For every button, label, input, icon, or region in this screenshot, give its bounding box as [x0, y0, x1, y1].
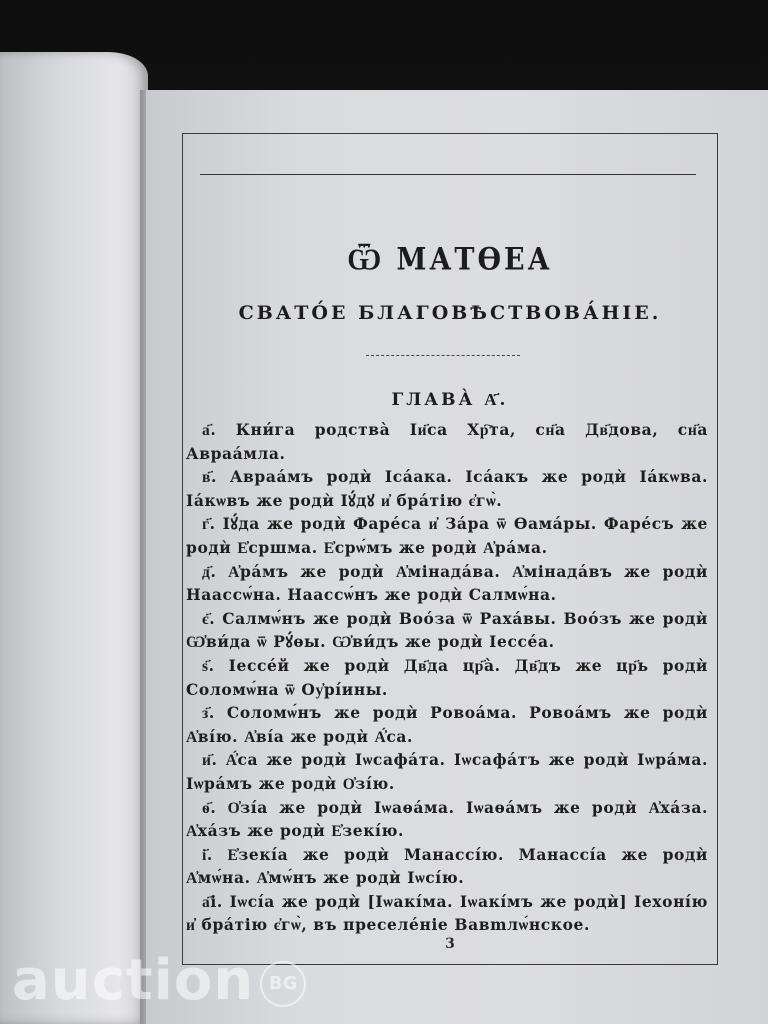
watermark-word: auction [12, 948, 255, 1013]
verse-2: в҃. Авраа́мъ родѝ Іса́ака. Іса́акъ же родѝ Іа́кѡва. Іа́кѡвъ же родѝ Іꙋ́дꙋ и҆ бра́тію є҆гѡ̀. [186, 467, 708, 510]
left-page-blank [0, 52, 148, 1024]
verse-11: а҃і. Іѡсі́а же родѝ [Іѡакі́ма. Іѡакі́мъ же родѝ] Іехоні́ю и҆ бра́тію є҆гѡ̀, въ преселе́ніе Вавmлѡ́нское. [186, 891, 708, 935]
verse-8: и҃. А҆́са же родѝ Іѡсафа́та. Іѡсафа́тъ же родѝ Іѡра́ма. Іѡра́мъ же родѝ О҆зі́ю. [186, 750, 708, 793]
page-title: Ѿ МАТѲЕА [347, 241, 553, 278]
auction-watermark [12, 948, 372, 1018]
ornament-rule [366, 355, 520, 356]
header-rule [200, 174, 696, 175]
verse-9: ѳ҃. О҆зі́а же родѝ Іѡаѳа́ма. Іѡаѳа́мъ же родѝ А҆ха́за. А҆ха́зъ же родѝ Е҆зекі́ю. [186, 797, 708, 841]
page-number: 3 [445, 936, 455, 952]
watermark-badge: BG [260, 961, 306, 1007]
chapter-heading: ГЛАВА̀ А҃. [391, 390, 509, 410]
verse-7: з҃. Соломѡ́нъ же родѝ Ровоа́ма. Ровоа́мъ же родѝ А҆ві́ю. А҆ві́а же родѝ А҆́са. [186, 703, 708, 746]
verse-6: ѕ҃. Іессе́й же родѝ Дв҃да цр҃а̀. Дв҃дъ же цр҃ь родѝ Соломѡ́на ѿ Оу҆рі́ины. [186, 655, 708, 699]
verse-5: є҃. Салмѡ́нъ же родѝ Воо́за ѿ Раха́вы. Воо́зъ же родѝ Ѡ҆ви́да ѿ Рꙋ́ѳы. Ѡ҆ви́дъ же родѝ Іессе́а. [186, 608, 708, 652]
verse-10: і҃. Е҆зекі́а же родѝ Манассі́ю. Манассі́а же родѝ А҆мѡ́на. А҆мѡ́нъ же родѝ Іѡсі́ю. [186, 844, 708, 888]
verse-1: а҃. Кни́га родства̀ Іи҃са Хр҇та, сн҃а Дв҃дова, сн҃а Авраа́мла. [186, 420, 708, 463]
verse-3: г҃. Іꙋ́да же родѝ Фаре́са и҆ За́ра ѿ Ѳама́ры. Фаре́съ же родѝ Е҆сршма. Е҆срѡ́мъ же родѝ А҆ра́ма. [186, 514, 708, 557]
page-subtitle: СВАТО́Е БЛАГОВѢСТВОВА́НІЕ. [238, 302, 662, 324]
verse-4: д҃. А҆ра́мъ же родѝ А҆мінада́ва. А҆мінада́въ же родѝ Наассѡ́на. Наассѡ́нъ же родѝ Салмѡ́на. [186, 561, 708, 605]
verse-text-block [186, 418, 708, 937]
